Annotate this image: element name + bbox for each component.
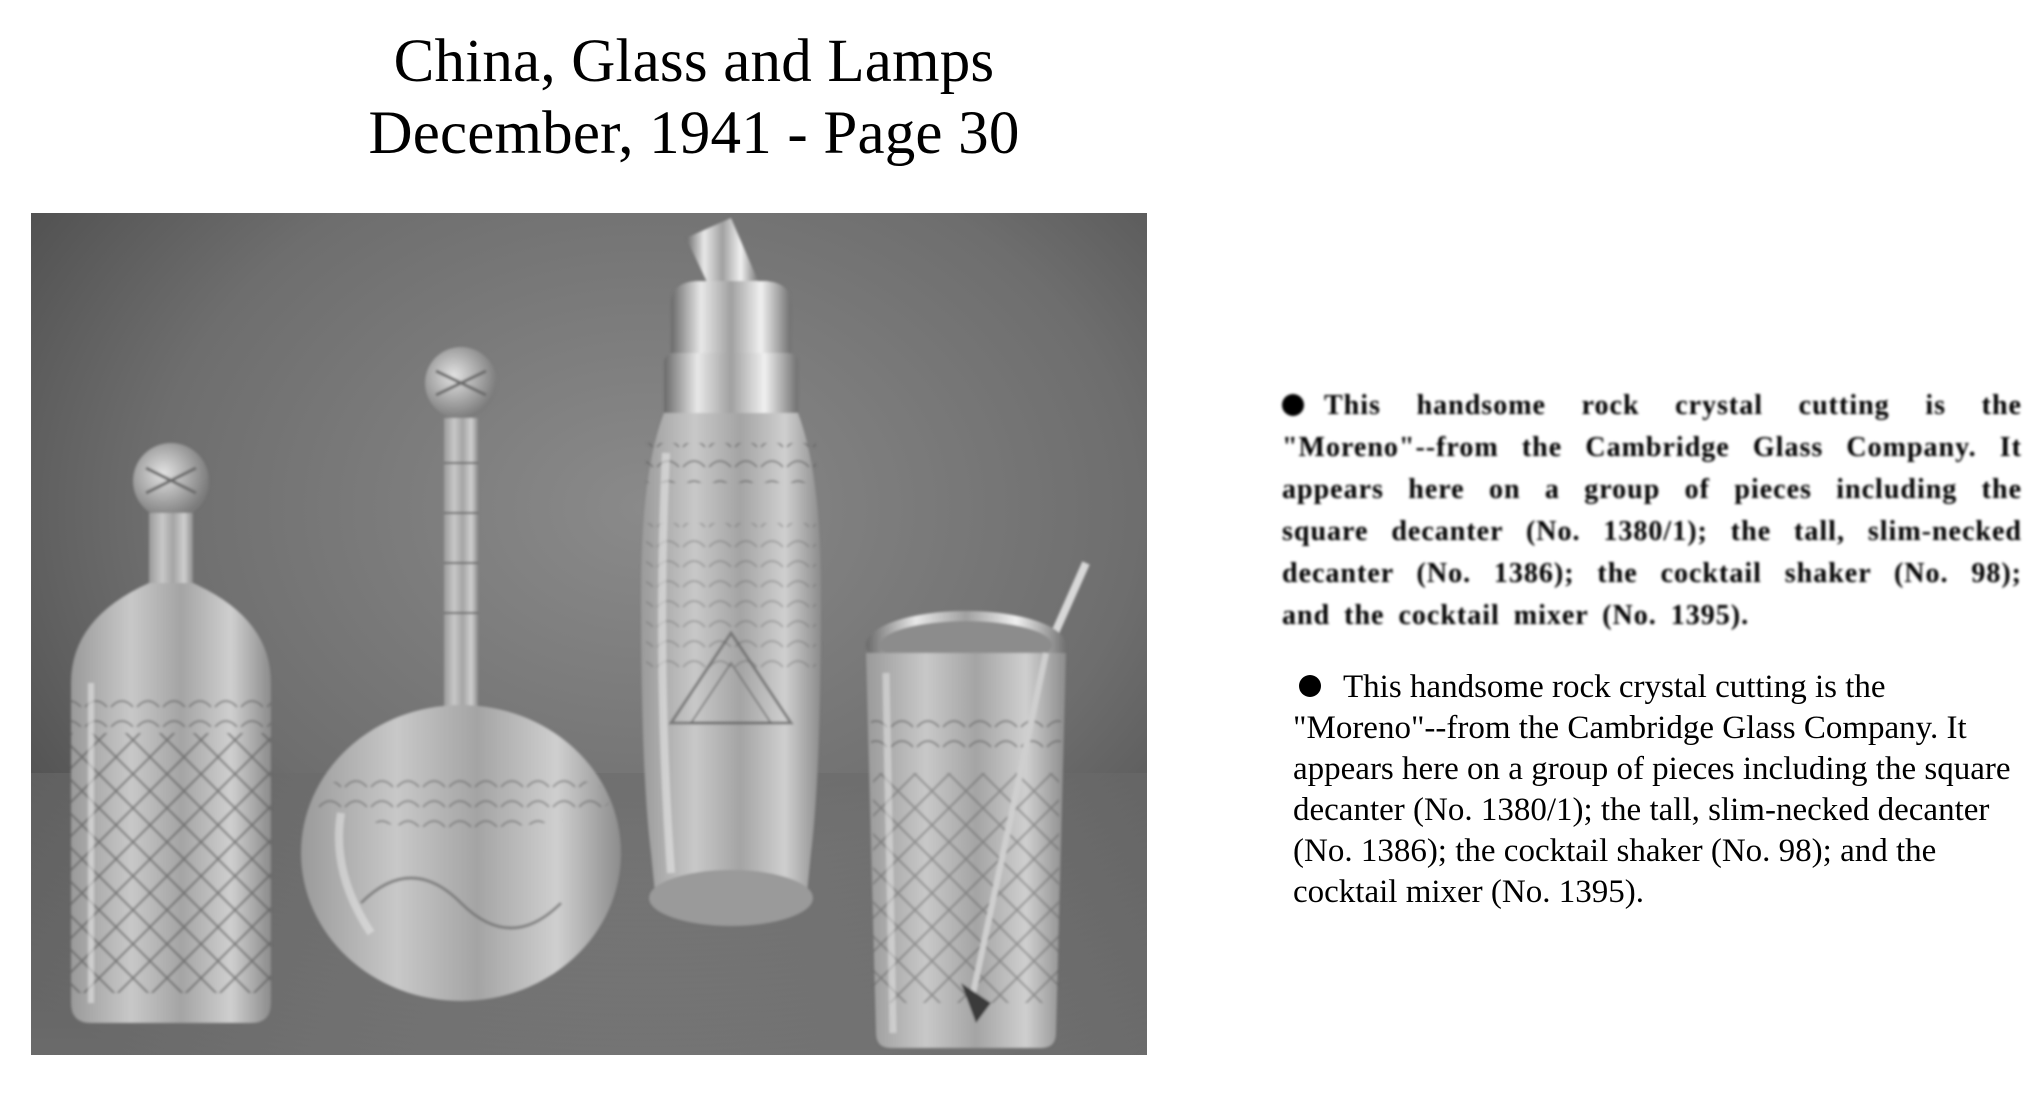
bullet-icon xyxy=(1282,394,1304,416)
transcribed-caption xyxy=(1293,667,2013,913)
transcribed-caption-text: This handsome rock crystal cutting is the "Moreno"--from the Cambridge Glass Company. It appears here on a group of pieces including the square decanter (No. 1380/1); the tall, slim-necked decanter (No. 1386); the cocktail shaker (No. 98); and the cocktail mixer (No. 1395). xyxy=(1293,669,2011,910)
scanned-caption-text: This handsome rock crystal cutting is the "Moreno"--from the Cambridge Glass Company. It appears here on a group of pieces including the square decanter (No. 1380/1); the tall, slim-necked decanter (No. 1386); the cocktail shaker (No. 98); and the cocktail mixer (No. 1395). xyxy=(1282,390,2022,631)
page-header xyxy=(0,26,1388,170)
glassware-photo-illustration xyxy=(31,213,1147,1055)
glassware-photo xyxy=(31,213,1147,1055)
cocktail-mixer xyxy=(866,563,1086,1048)
scanned-caption xyxy=(1282,385,2022,637)
publication-date-page: December, 1941 - Page 30 xyxy=(368,100,1020,167)
publication-title: China, Glass and Lamps xyxy=(393,28,995,95)
bullet-icon xyxy=(1299,675,1321,697)
